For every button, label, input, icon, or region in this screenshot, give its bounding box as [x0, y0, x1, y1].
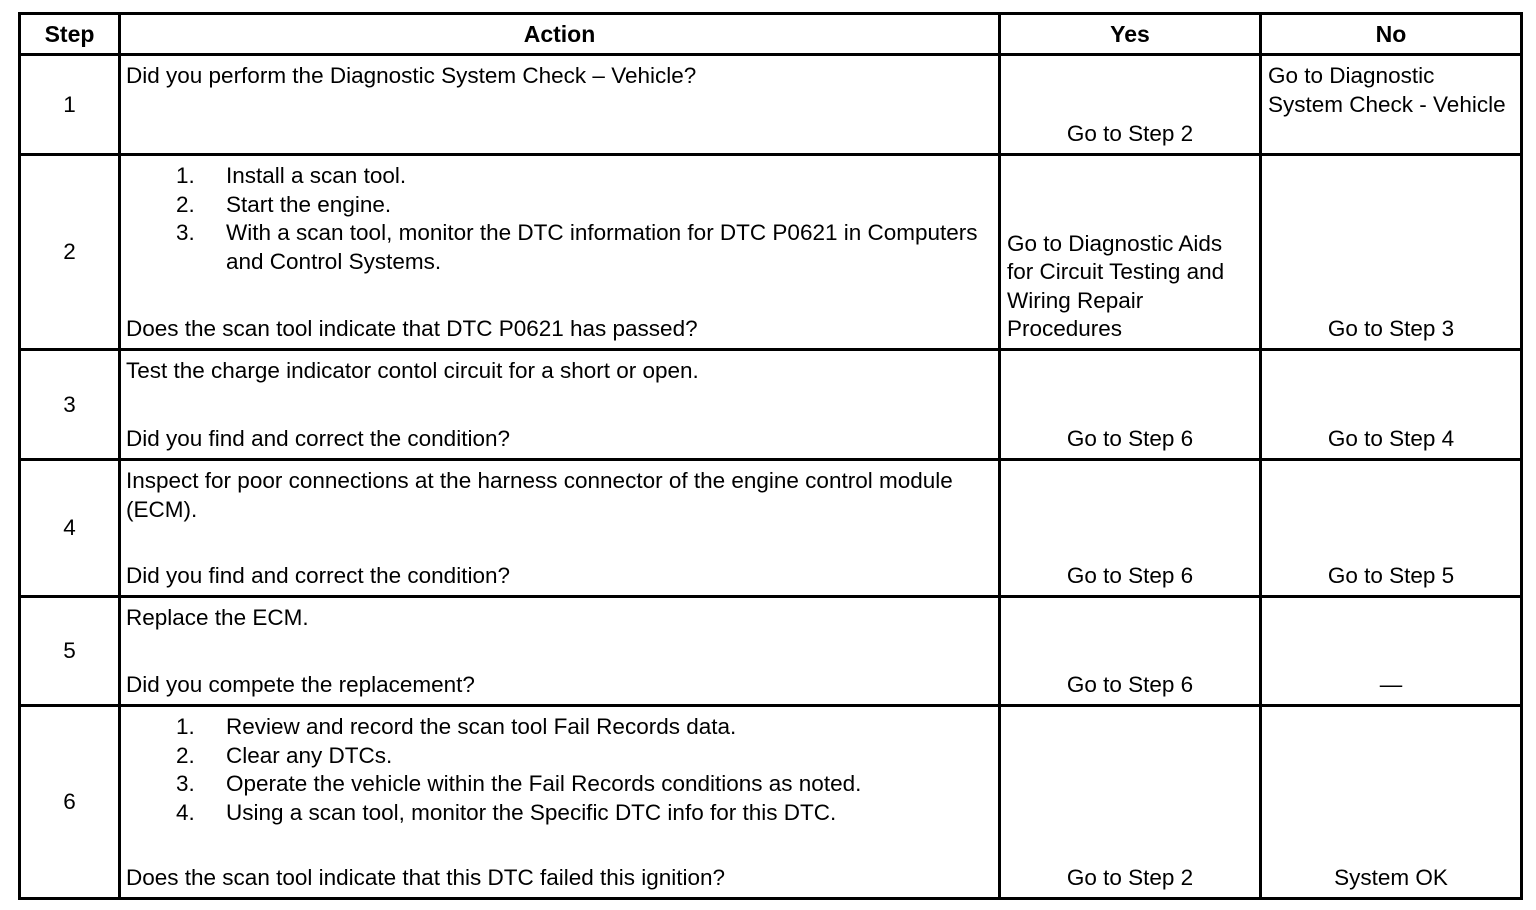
table-row: [20, 155, 1522, 350]
step-number: 5: [20, 597, 120, 706]
action-intro: Replace the ECM.: [126, 605, 309, 630]
table-row: [20, 55, 1522, 155]
yes-cell: [1000, 155, 1261, 350]
action-question: Did you find and correct the condition?: [126, 426, 510, 452]
action-intro: Inspect for poor connections at the harness connector of the engine control module (ECM).: [126, 468, 953, 522]
yes-cell: [1000, 460, 1261, 597]
header-step: Step: [20, 14, 120, 55]
yes-result: Go to Step 6: [1066, 672, 1194, 698]
yes-cell: [1000, 597, 1261, 706]
yes-cell: [1000, 55, 1261, 155]
action-cell: [120, 55, 1000, 155]
step-number: 3: [20, 350, 120, 460]
action-question: Does the scan tool indicate that this DTC failed this ignition?: [126, 865, 726, 891]
list-item: 4. Using a scan tool, monitor the Specific DTC info for this DTC.: [176, 799, 837, 825]
action-cell: [120, 155, 1000, 350]
action-intro: Did you perform the Diagnostic System Check – Vehicle?: [126, 63, 697, 88]
yes-result: Go to Diagnostic Aids for Circuit Testing and Wiring Repair Procedures: [1007, 230, 1225, 342]
header-action: Action: [120, 14, 1000, 55]
no-cell: [1261, 350, 1522, 460]
action-intro: Test the charge indicator contol circuit for a short or open.: [126, 358, 699, 383]
action-cell: [120, 350, 1000, 460]
no-result: Go to Step 4: [1327, 426, 1455, 452]
no-cell: [1261, 155, 1522, 350]
yes-result: Go to Step 6: [1066, 426, 1194, 452]
list-item: 3. Operate the vehicle within the Fail Records conditions as noted.: [176, 771, 862, 797]
header-yes: Yes: [1000, 14, 1261, 55]
yes-cell: [1000, 706, 1261, 899]
table-row: [20, 460, 1522, 597]
table-row: [20, 706, 1522, 899]
list-item: 2. Clear any DTCs.: [176, 742, 393, 768]
action-question: Did you find and correct the condition?: [126, 563, 510, 589]
table-row: [20, 350, 1522, 460]
no-result: System OK: [1334, 865, 1448, 891]
list-item: 1. Install a scan tool.: [176, 163, 407, 188]
diagnostic-table: [18, 12, 1523, 900]
no-result: —: [1379, 672, 1403, 698]
action-steps-list: [126, 162, 990, 276]
no-result: Go to Step 5: [1327, 563, 1455, 589]
yes-result: Go to Step 2: [1066, 865, 1194, 891]
list-item: 1. Review and record the scan tool Fail Records data.: [176, 714, 737, 739]
action-cell: [120, 597, 1000, 706]
no-result: Go to Diagnostic System Check - Vehicle: [1268, 63, 1506, 117]
action-question: Did you compete the replacement?: [126, 672, 475, 698]
yes-result: Go to Step 6: [1066, 563, 1194, 589]
action-cell: [120, 706, 1000, 899]
no-cell: [1261, 597, 1522, 706]
yes-result: Go to Step 2: [1066, 121, 1194, 147]
no-cell: [1261, 706, 1522, 899]
no-result: Go to Step 3: [1327, 316, 1455, 342]
step-number: 6: [20, 706, 120, 899]
yes-cell: [1000, 350, 1261, 460]
no-cell: [1261, 460, 1522, 597]
step-number: 1: [20, 55, 120, 155]
table-row: [20, 597, 1522, 706]
action-cell: [120, 460, 1000, 597]
step-number: 4: [20, 460, 120, 597]
list-item: 2. Start the engine.: [176, 191, 392, 217]
action-question: Does the scan tool indicate that DTC P0621 has passed?: [126, 316, 698, 342]
list-item: 3. With a scan tool, monitor the DTC information for DTC P0621 in Computers and Control Systems.: [176, 220, 978, 274]
step-number: 2: [20, 155, 120, 350]
action-steps-list: [126, 713, 990, 827]
header-no: No: [1261, 14, 1522, 55]
header-row: [20, 14, 1522, 55]
no-cell: [1261, 55, 1522, 155]
